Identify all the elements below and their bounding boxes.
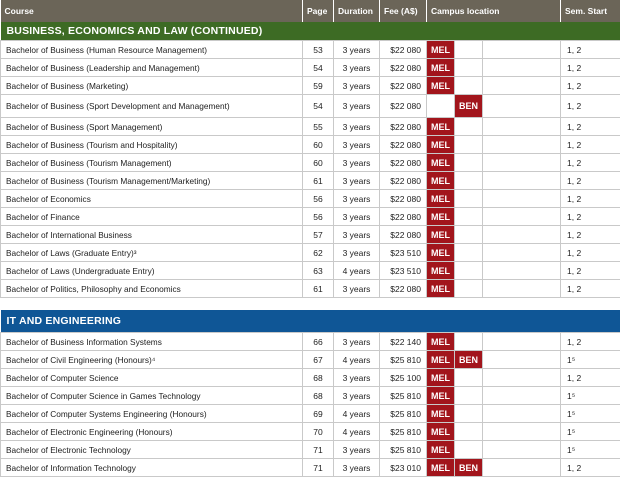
campus-ben-badge bbox=[455, 41, 483, 59]
campus-ben-badge: BEN bbox=[455, 459, 483, 477]
sem-start-cell: 1, 2 bbox=[561, 154, 620, 172]
table-row bbox=[1, 77, 620, 95]
fee-cell: $25 810 bbox=[380, 405, 427, 423]
table-row bbox=[1, 369, 620, 387]
page-cell: 63 bbox=[303, 262, 334, 280]
section-header bbox=[1, 22, 620, 41]
campus-ben-badge bbox=[455, 333, 483, 351]
campus-mel-badge: MEL bbox=[427, 244, 455, 262]
sem-start-cell: 1⁵ bbox=[561, 441, 620, 459]
spacer-cell bbox=[1, 298, 620, 311]
campus-mel-badge: MEL bbox=[427, 41, 455, 59]
course-name-cell: Bachelor of Electronic Technology bbox=[1, 441, 303, 459]
page-cell: 61 bbox=[303, 172, 334, 190]
page-cell: 69 bbox=[303, 405, 334, 423]
header-fee: Fee (A$) bbox=[380, 0, 427, 22]
duration-cell: 3 years bbox=[334, 459, 380, 477]
duration-cell: 3 years bbox=[334, 154, 380, 172]
campus-mel-badge: MEL bbox=[427, 280, 455, 298]
fee-cell: $25 810 bbox=[380, 423, 427, 441]
table-row bbox=[1, 244, 620, 262]
campus-mel-badge: MEL bbox=[427, 351, 455, 369]
fee-cell: $22 080 bbox=[380, 59, 427, 77]
campus-empty-cell bbox=[483, 77, 561, 95]
campus-ben-badge: BEN bbox=[455, 351, 483, 369]
duration-cell: 4 years bbox=[334, 351, 380, 369]
fee-cell: $22 140 bbox=[380, 333, 427, 351]
page-cell: 54 bbox=[303, 59, 334, 77]
page-cell: 57 bbox=[303, 226, 334, 244]
fee-cell: $22 080 bbox=[380, 77, 427, 95]
table-row bbox=[1, 59, 620, 77]
fee-cell: $25 810 bbox=[380, 351, 427, 369]
campus-empty-cell bbox=[483, 441, 561, 459]
duration-cell: 3 years bbox=[334, 280, 380, 298]
campus-mel-badge bbox=[427, 95, 455, 118]
table-row bbox=[1, 136, 620, 154]
fee-cell: $22 080 bbox=[380, 190, 427, 208]
duration-cell: 3 years bbox=[334, 208, 380, 226]
fee-cell: $23 510 bbox=[380, 262, 427, 280]
campus-mel-badge: MEL bbox=[427, 172, 455, 190]
sem-start-cell: 1, 2 bbox=[561, 459, 620, 477]
fee-cell: $25 810 bbox=[380, 387, 427, 405]
course-name-cell: Bachelor of Economics bbox=[1, 190, 303, 208]
course-name-cell: Bachelor of Business Information Systems bbox=[1, 333, 303, 351]
table-row bbox=[1, 459, 620, 477]
duration-cell: 3 years bbox=[334, 118, 380, 136]
campus-ben-badge bbox=[455, 118, 483, 136]
duration-cell: 3 years bbox=[334, 333, 380, 351]
campus-mel-badge: MEL bbox=[427, 190, 455, 208]
table-row bbox=[1, 41, 620, 59]
table-row bbox=[1, 226, 620, 244]
campus-empty-cell bbox=[483, 244, 561, 262]
campus-ben-badge: BEN bbox=[455, 95, 483, 118]
table-row bbox=[1, 333, 620, 351]
sem-start-cell: 1, 2 bbox=[561, 333, 620, 351]
course-name-cell: Bachelor of Computer Systems Engineering (Honours) bbox=[1, 405, 303, 423]
section-title: IT AND ENGINEERING bbox=[1, 310, 620, 333]
header-campus-location: Campus location bbox=[427, 0, 561, 22]
course-name-cell: Bachelor of Business (Marketing) bbox=[1, 77, 303, 95]
fee-cell: $25 100 bbox=[380, 369, 427, 387]
sem-start-cell: 1, 2 bbox=[561, 172, 620, 190]
course-name-cell: Bachelor of Business (Leadership and Management) bbox=[1, 59, 303, 77]
sem-start-cell: 1, 2 bbox=[561, 95, 620, 118]
campus-mel-badge: MEL bbox=[427, 118, 455, 136]
campus-ben-badge bbox=[455, 280, 483, 298]
duration-cell: 3 years bbox=[334, 41, 380, 59]
header-duration: Duration bbox=[334, 0, 380, 22]
sem-start-cell: 1, 2 bbox=[561, 190, 620, 208]
campus-empty-cell bbox=[483, 95, 561, 118]
page-cell: 60 bbox=[303, 136, 334, 154]
course-name-cell: Bachelor of Electronic Engineering (Honours) bbox=[1, 423, 303, 441]
campus-mel-badge: MEL bbox=[427, 59, 455, 77]
fee-cell: $22 080 bbox=[380, 280, 427, 298]
duration-cell: 4 years bbox=[334, 423, 380, 441]
sem-start-cell: 1, 2 bbox=[561, 118, 620, 136]
campus-empty-cell bbox=[483, 333, 561, 351]
table-row bbox=[1, 441, 620, 459]
fee-cell: $22 080 bbox=[380, 208, 427, 226]
fee-cell: $23 010 bbox=[380, 459, 427, 477]
sem-start-cell: 1, 2 bbox=[561, 244, 620, 262]
table-row bbox=[1, 118, 620, 136]
campus-ben-badge bbox=[455, 59, 483, 77]
sem-start-cell: 1, 2 bbox=[561, 369, 620, 387]
campus-mel-badge: MEL bbox=[427, 369, 455, 387]
campus-ben-badge bbox=[455, 77, 483, 95]
campus-ben-badge bbox=[455, 244, 483, 262]
campus-empty-cell bbox=[483, 369, 561, 387]
campus-mel-badge: MEL bbox=[427, 387, 455, 405]
page-cell: 62 bbox=[303, 244, 334, 262]
fee-cell: $22 080 bbox=[380, 136, 427, 154]
campus-mel-badge: MEL bbox=[427, 405, 455, 423]
duration-cell: 4 years bbox=[334, 262, 380, 280]
sem-start-cell: 1, 2 bbox=[561, 136, 620, 154]
fee-cell: $22 080 bbox=[380, 95, 427, 118]
page-cell: 68 bbox=[303, 369, 334, 387]
duration-cell: 3 years bbox=[334, 77, 380, 95]
course-name-cell: Bachelor of International Business bbox=[1, 226, 303, 244]
campus-empty-cell bbox=[483, 172, 561, 190]
campus-empty-cell bbox=[483, 262, 561, 280]
sem-start-cell: 1, 2 bbox=[561, 59, 620, 77]
campus-empty-cell bbox=[483, 423, 561, 441]
campus-mel-badge: MEL bbox=[427, 423, 455, 441]
campus-ben-badge bbox=[455, 226, 483, 244]
duration-cell: 3 years bbox=[334, 59, 380, 77]
page-cell: 68 bbox=[303, 387, 334, 405]
campus-ben-badge bbox=[455, 190, 483, 208]
campus-empty-cell bbox=[483, 208, 561, 226]
table-row bbox=[1, 190, 620, 208]
campus-ben-badge bbox=[455, 262, 483, 280]
table-row bbox=[1, 423, 620, 441]
fee-cell: $25 810 bbox=[380, 441, 427, 459]
sem-start-cell: 1, 2 bbox=[561, 41, 620, 59]
table-row bbox=[1, 387, 620, 405]
page-cell: 67 bbox=[303, 351, 334, 369]
campus-mel-badge: MEL bbox=[427, 77, 455, 95]
duration-cell: 4 years bbox=[334, 405, 380, 423]
campus-mel-badge: MEL bbox=[427, 154, 455, 172]
sem-start-cell: 1, 2 bbox=[561, 226, 620, 244]
fee-cell: $22 080 bbox=[380, 172, 427, 190]
campus-mel-badge: MEL bbox=[427, 459, 455, 477]
campus-empty-cell bbox=[483, 351, 561, 369]
duration-cell: 3 years bbox=[334, 369, 380, 387]
campus-mel-badge: MEL bbox=[427, 441, 455, 459]
duration-cell: 3 years bbox=[334, 441, 380, 459]
sem-start-cell: 1, 2 bbox=[561, 77, 620, 95]
duration-cell: 3 years bbox=[334, 136, 380, 154]
page-cell: 71 bbox=[303, 459, 334, 477]
campus-mel-badge: MEL bbox=[427, 208, 455, 226]
page-cell: 60 bbox=[303, 154, 334, 172]
course-name-cell: Bachelor of Business (Sport Development and Management) bbox=[1, 95, 303, 118]
sem-start-cell: 1⁵ bbox=[561, 351, 620, 369]
sem-start-cell: 1⁵ bbox=[561, 387, 620, 405]
campus-mel-badge: MEL bbox=[427, 136, 455, 154]
campus-ben-badge bbox=[455, 405, 483, 423]
table-row bbox=[1, 351, 620, 369]
campus-mel-badge: MEL bbox=[427, 226, 455, 244]
table-row bbox=[1, 262, 620, 280]
campus-empty-cell bbox=[483, 118, 561, 136]
duration-cell: 3 years bbox=[334, 226, 380, 244]
page-cell: 66 bbox=[303, 333, 334, 351]
table-row bbox=[1, 95, 620, 118]
fee-cell: $22 080 bbox=[380, 154, 427, 172]
table-body bbox=[1, 22, 620, 477]
campus-ben-badge bbox=[455, 369, 483, 387]
page-cell: 54 bbox=[303, 95, 334, 118]
course-name-cell: Bachelor of Business (Tourism Management/Marketing) bbox=[1, 172, 303, 190]
table-row bbox=[1, 405, 620, 423]
section-spacer bbox=[1, 298, 620, 311]
campus-empty-cell bbox=[483, 41, 561, 59]
duration-cell: 3 years bbox=[334, 244, 380, 262]
fee-cell: $22 080 bbox=[380, 226, 427, 244]
fee-cell: $23 510 bbox=[380, 244, 427, 262]
campus-empty-cell bbox=[483, 459, 561, 477]
page-cell: 56 bbox=[303, 208, 334, 226]
duration-cell: 3 years bbox=[334, 172, 380, 190]
campus-empty-cell bbox=[483, 190, 561, 208]
campus-empty-cell bbox=[483, 387, 561, 405]
course-name-cell: Bachelor of Business (Tourism and Hospitality) bbox=[1, 136, 303, 154]
campus-empty-cell bbox=[483, 280, 561, 298]
course-name-cell: Bachelor of Finance bbox=[1, 208, 303, 226]
table-row bbox=[1, 208, 620, 226]
campus-ben-badge bbox=[455, 387, 483, 405]
page-cell: 71 bbox=[303, 441, 334, 459]
course-name-cell: Bachelor of Computer Science bbox=[1, 369, 303, 387]
page-cell: 70 bbox=[303, 423, 334, 441]
sem-start-cell: 1, 2 bbox=[561, 280, 620, 298]
page-cell: 55 bbox=[303, 118, 334, 136]
sem-start-cell: 1⁵ bbox=[561, 423, 620, 441]
course-name-cell: Bachelor of Business (Tourism Management) bbox=[1, 154, 303, 172]
section-header bbox=[1, 310, 620, 333]
campus-empty-cell bbox=[483, 405, 561, 423]
course-name-cell: Bachelor of Computer Science in Games Technology bbox=[1, 387, 303, 405]
page-cell: 53 bbox=[303, 41, 334, 59]
campus-ben-badge bbox=[455, 136, 483, 154]
campus-mel-badge: MEL bbox=[427, 333, 455, 351]
page-cell: 61 bbox=[303, 280, 334, 298]
duration-cell: 3 years bbox=[334, 387, 380, 405]
campus-ben-badge bbox=[455, 441, 483, 459]
header-course: Course bbox=[1, 0, 303, 22]
table-header bbox=[1, 0, 620, 22]
course-name-cell: Bachelor of Information Technology bbox=[1, 459, 303, 477]
campus-empty-cell bbox=[483, 226, 561, 244]
course-name-cell: Bachelor of Politics, Philosophy and Economics bbox=[1, 280, 303, 298]
fee-cell: $22 080 bbox=[380, 118, 427, 136]
page-cell: 56 bbox=[303, 190, 334, 208]
table-row bbox=[1, 280, 620, 298]
campus-empty-cell bbox=[483, 136, 561, 154]
sem-start-cell: 1, 2 bbox=[561, 208, 620, 226]
sem-start-cell: 1⁵ bbox=[561, 405, 620, 423]
table-row bbox=[1, 154, 620, 172]
section-title: BUSINESS, ECONOMICS AND LAW (CONTINUED) bbox=[1, 22, 620, 41]
campus-mel-badge: MEL bbox=[427, 262, 455, 280]
page-cell: 59 bbox=[303, 77, 334, 95]
duration-cell: 3 years bbox=[334, 95, 380, 118]
course-name-cell: Bachelor of Business (Sport Management) bbox=[1, 118, 303, 136]
campus-ben-badge bbox=[455, 208, 483, 226]
campus-ben-badge bbox=[455, 172, 483, 190]
header-page: Page bbox=[303, 0, 334, 22]
course-name-cell: Bachelor of Laws (Undergraduate Entry) bbox=[1, 262, 303, 280]
sem-start-cell: 1, 2 bbox=[561, 262, 620, 280]
campus-ben-badge bbox=[455, 154, 483, 172]
campus-empty-cell bbox=[483, 154, 561, 172]
duration-cell: 3 years bbox=[334, 190, 380, 208]
course-name-cell: Bachelor of Laws (Graduate Entry)³ bbox=[1, 244, 303, 262]
fee-cell: $22 080 bbox=[380, 41, 427, 59]
course-name-cell: Bachelor of Business (Human Resource Management) bbox=[1, 41, 303, 59]
course-name-cell: Bachelor of Civil Engineering (Honours)⁴ bbox=[1, 351, 303, 369]
campus-ben-badge bbox=[455, 423, 483, 441]
campus-empty-cell bbox=[483, 59, 561, 77]
header-sem-start: Sem. Start bbox=[561, 0, 620, 22]
table-row bbox=[1, 172, 620, 190]
